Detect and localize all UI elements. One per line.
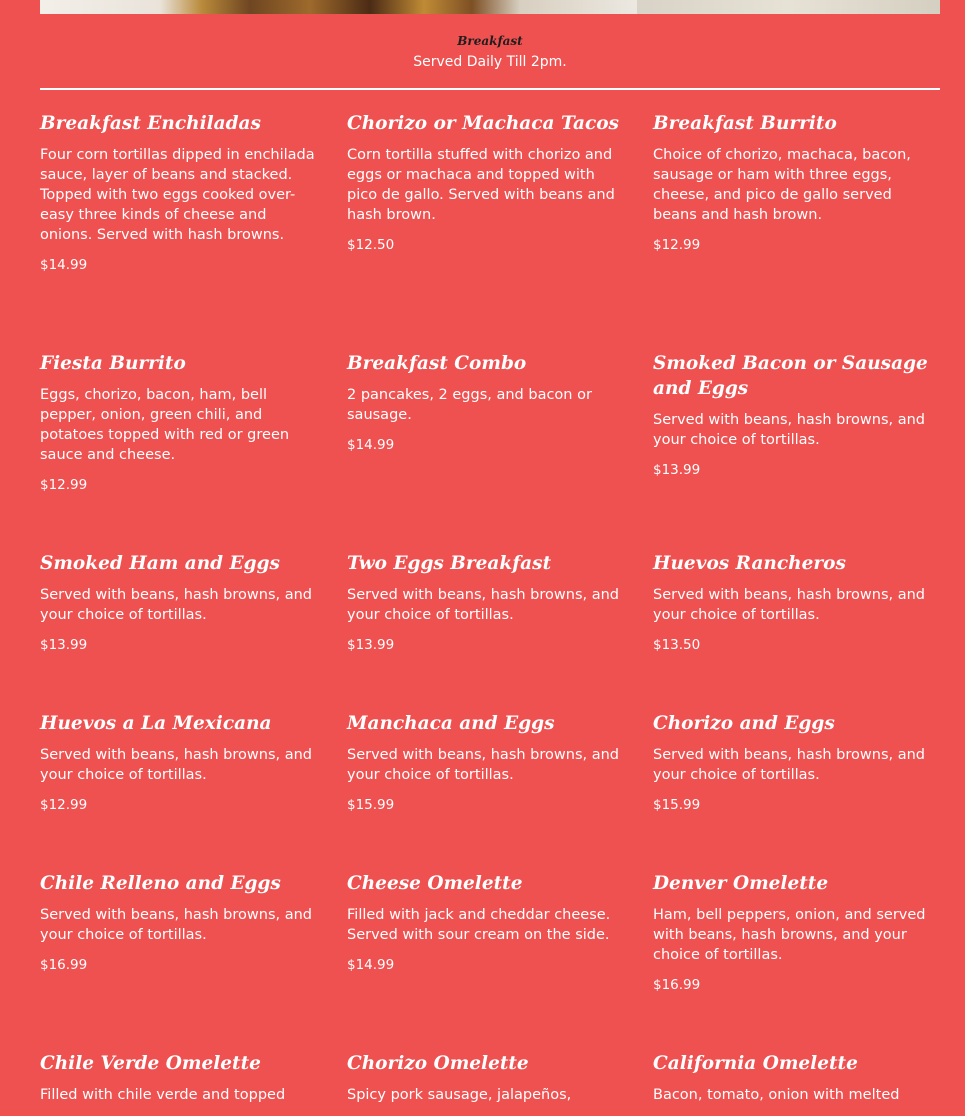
menu-item bbox=[347, 871, 629, 974]
menu-item-description: Four corn tortillas dipped in enchilada sauce, layer of beans and stacked. Topped with two eggs cooked over-easy three kinds of cheese and onions. Served with hash browns. bbox=[40, 147, 315, 243]
menu-item-description: Spicy pork sausage, jalapeños, bbox=[347, 1087, 572, 1103]
menu-item-price: $15.99 bbox=[347, 797, 395, 813]
menu-item-name: Breakfast Combo bbox=[347, 353, 527, 374]
menu-item-price: $12.99 bbox=[40, 477, 88, 493]
menu-item-price: $14.99 bbox=[347, 957, 395, 973]
menu-item-name: Chorizo or Machaca Tacos bbox=[347, 113, 619, 134]
section-title: Breakfast bbox=[457, 34, 523, 48]
menu-item-name: California Omelette bbox=[653, 1053, 858, 1074]
menu-item bbox=[347, 551, 629, 654]
menu-item-name: Huevos a La Mexicana bbox=[40, 713, 272, 734]
menu-item bbox=[40, 1051, 322, 1116]
menu-item bbox=[347, 351, 629, 454]
menu-item-description: Filled with jack and cheddar cheese. Served with sour cream on the side. bbox=[347, 907, 611, 943]
menu-item bbox=[653, 551, 935, 654]
hero-tortilla-image bbox=[637, 0, 940, 14]
menu-item-description: Bacon, tomato, onion with melted bbox=[653, 1087, 900, 1103]
menu-item bbox=[347, 711, 629, 814]
menu-item bbox=[40, 351, 322, 494]
menu-item-description: Served with beans, hash browns, and your choice of tortillas. bbox=[653, 747, 925, 783]
menu-item-description: Served with beans, hash browns, and your choice of tortillas. bbox=[653, 587, 925, 623]
menu-item-price: $16.99 bbox=[653, 977, 701, 993]
menu-item-name: Breakfast Enchiladas bbox=[40, 113, 261, 134]
menu-item-description: Served with beans, hash browns, and your choice of tortillas. bbox=[40, 907, 312, 943]
menu-item-name: Huevos Rancheros bbox=[653, 553, 846, 574]
section-subtitle: Served Daily Till 2pm. bbox=[413, 54, 567, 70]
menu-item-name: Chorizo and Eggs bbox=[653, 713, 835, 734]
menu-item-name: Breakfast Burrito bbox=[653, 113, 837, 134]
menu-item-description: Served with beans, hash browns, and your choice of tortillas. bbox=[653, 412, 925, 448]
menu-item-price: $15.99 bbox=[653, 797, 701, 813]
menu-item-name: Denver Omelette bbox=[653, 873, 829, 894]
menu-item-description: Choice of chorizo, machaca, bacon, sausage or ham with three eggs, cheese, and pico de gallo served beans and hash brown. bbox=[653, 147, 911, 223]
menu-item-price: $12.99 bbox=[40, 797, 88, 813]
menu-item bbox=[653, 871, 935, 994]
hero-plate-image bbox=[40, 0, 640, 14]
menu-item-name: Chile Verde Omelette bbox=[40, 1053, 261, 1074]
menu-item bbox=[40, 111, 322, 274]
menu-item bbox=[653, 111, 935, 254]
menu-item-price: $13.99 bbox=[40, 637, 88, 653]
menu-item-description: Corn tortilla stuffed with chorizo and eggs or machaca and topped with pico de gallo. Served with beans and hash brown. bbox=[347, 147, 615, 223]
menu-item-price: $13.99 bbox=[653, 462, 701, 478]
menu-item-description: Served with beans, hash browns, and your choice of tortillas. bbox=[347, 747, 619, 783]
menu-item-price: $13.50 bbox=[653, 637, 701, 653]
menu-item-description: Served with beans, hash browns, and your choice of tortillas. bbox=[40, 747, 312, 783]
menu-item-price: $16.99 bbox=[40, 957, 88, 973]
menu-item-name: Chile Relleno and Eggs bbox=[40, 873, 281, 894]
menu-item-description: 2 pancakes, 2 eggs, and bacon or sausage. bbox=[347, 387, 592, 423]
menu-item-name: Chorizo Omelette bbox=[347, 1053, 529, 1074]
menu-item-name: Manchaca and Eggs bbox=[347, 713, 555, 734]
menu-item-price: $13.99 bbox=[347, 637, 395, 653]
menu-item-description: Served with beans, hash browns, and your choice of tortillas. bbox=[347, 587, 619, 623]
hero-image bbox=[40, 0, 940, 14]
menu-item bbox=[40, 711, 322, 814]
menu-item-name: Two Eggs Breakfast bbox=[347, 553, 552, 574]
menu-item-description: Ham, bell peppers, onion, and served with beans, hash browns, and your choice of tortillas. bbox=[653, 907, 926, 963]
menu-item bbox=[40, 551, 322, 654]
menu-item-description: Served with beans, hash browns, and your choice of tortillas. bbox=[40, 587, 312, 623]
menu-item bbox=[653, 711, 935, 814]
menu-item-description: Eggs, chorizo, bacon, ham, bell pepper, onion, green chili, and potatoes topped with red or green sauce and cheese. bbox=[40, 387, 290, 463]
menu-item-name: Smoked Bacon or Sausage and Eggs bbox=[653, 353, 928, 399]
menu-item bbox=[347, 111, 629, 254]
menu-item-price: $14.99 bbox=[40, 257, 88, 273]
menu-item-price: $12.99 bbox=[653, 237, 701, 253]
menu-item-description: Filled with chile verde and topped bbox=[40, 1087, 286, 1103]
menu-item bbox=[40, 871, 322, 974]
menu-item bbox=[347, 1051, 629, 1116]
section-divider bbox=[40, 88, 940, 90]
menu-item-name: Smoked Ham and Eggs bbox=[40, 553, 280, 574]
menu-item bbox=[653, 1051, 935, 1116]
menu-item-price: $12.50 bbox=[347, 237, 395, 253]
menu-item bbox=[653, 351, 935, 479]
menu-item-name: Cheese Omelette bbox=[347, 873, 523, 894]
menu-item-name: Fiesta Burrito bbox=[40, 353, 186, 374]
menu-item-price: $14.99 bbox=[347, 437, 395, 453]
